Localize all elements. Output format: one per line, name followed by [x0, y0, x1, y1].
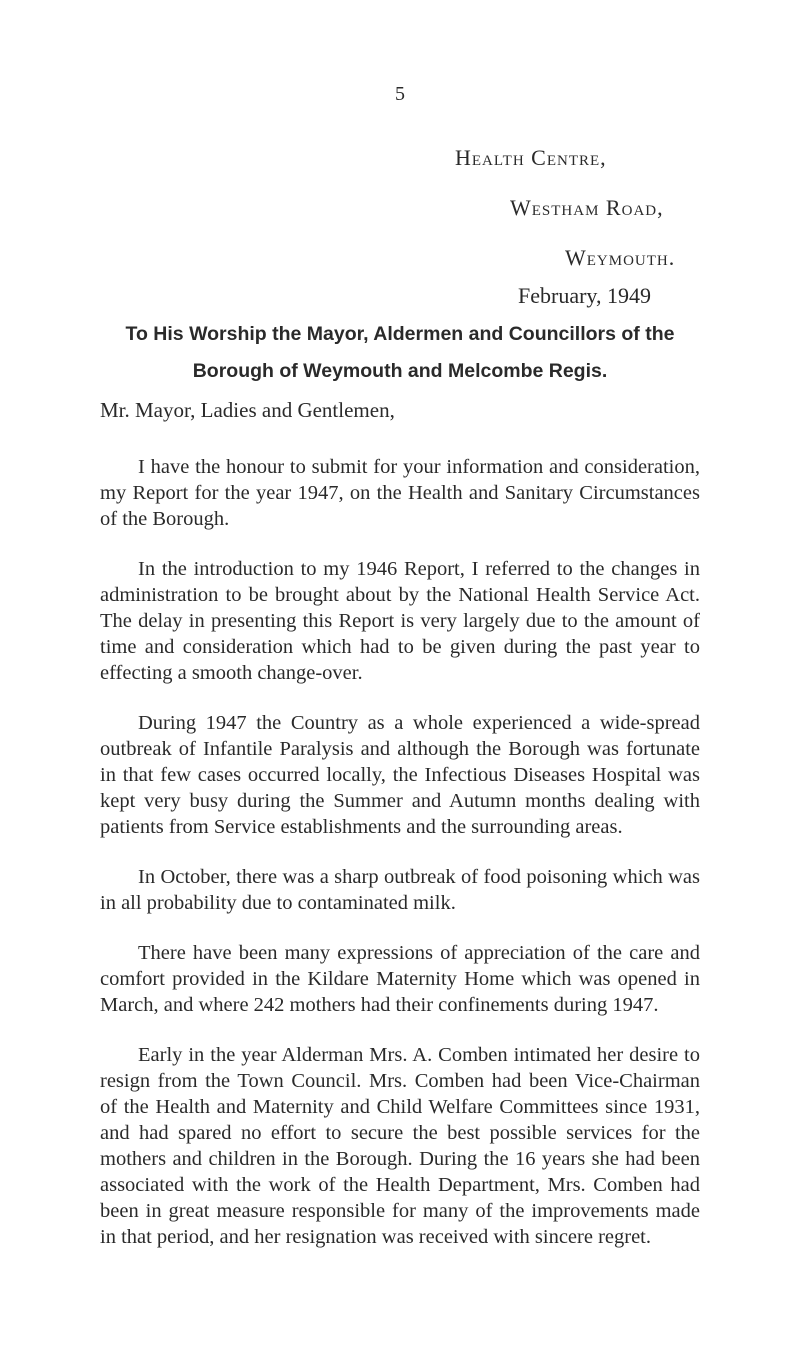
body-paragraph: In the introduction to my 1946 Report, I referred to the changes in administration to be brought about by the National Health Service Act. The delay in presenting this Report is very largely due to the amount of time and consideration which had to be given during the past year to effecting a smooth change-over.: [100, 558, 700, 684]
page-number: 5: [395, 83, 405, 105]
body-paragraph: Early in the year Alderman Mrs. A. Comben intimated her desire to resign from the Town Council. Mrs. Comben had been Vice-Chairman of the Health and Maternity and Child Welfare Committees since 1931, and had spared no effort to secure the best possible services for the mothers and children in the Borough. During the 16 years she had been associated with the work of the Health Department, Mrs. Comben had been in great measure responsible for many of the improvements made in that period, and her resignation was received with sincere regret.: [100, 1044, 700, 1248]
body-paragraph: In October, there was a sharp outbreak of food poisoning which was in all probability due to contaminated milk.: [100, 866, 700, 914]
greeting: Mr. Mayor, Ladies and Gentlemen,: [100, 398, 395, 422]
address-line-1: Health Centre,: [455, 145, 607, 170]
sender-address: [0, 144, 800, 304]
address-line-2: Westham Road,: [510, 195, 664, 220]
address-line-3: Weymouth.: [565, 245, 676, 270]
letter-date: February, 1949: [518, 283, 651, 308]
body-paragraph: I have the honour to submit for your information and consideration, my Report for the year 1947, on the Health and Sanitary Circumstances of the Borough.: [100, 456, 700, 530]
addressee-heading: To His Worship the Mayor, Aldermen and Councillors of the Borough of Weymouth and Melcombe Regis.: [125, 323, 675, 382]
body-paragraph: There have been many expressions of appreciation of the care and comfort provided in the Kildare Maternity Home which was opened in March, and where 242 mothers had their confinements during 1947.: [100, 942, 700, 1016]
body-paragraph: During 1947 the Country as a whole experienced a wide-spread outbreak of Infantile Paralysis and although the Borough was fortunate in that few cases occurred locally, the Infectious Diseases Hospital was kept very busy during the Summer and Autumn months dealing with patients from Service establishments and the surrounding areas.: [100, 712, 700, 838]
letter-body: [100, 454, 700, 1274]
